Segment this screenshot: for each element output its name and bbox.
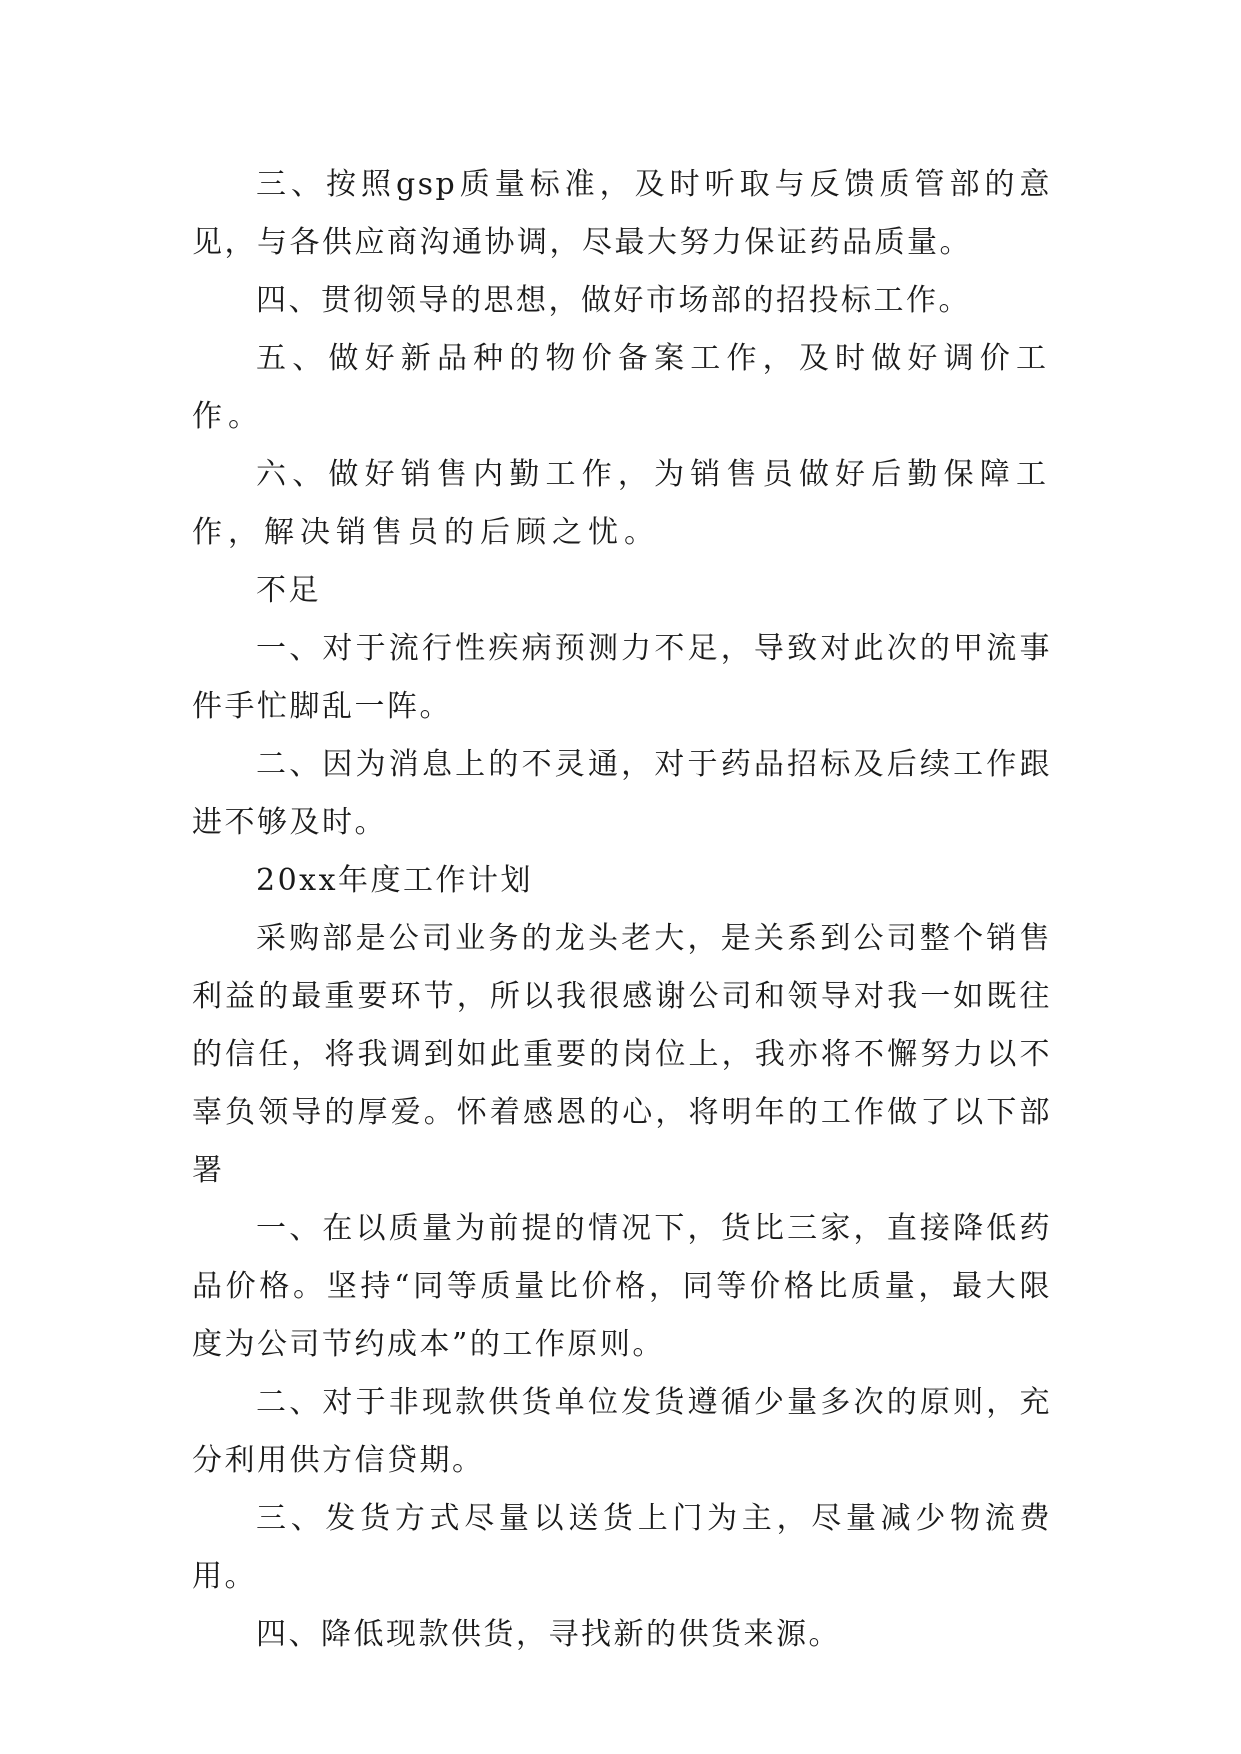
paragraph-purchasing-intro: 采购部是公司业务的龙头老大，是关系到公司整个销售利益的最重要环节，所以我很感谢公司和领导对我一如既往的信任，将我调到如此重要的岗位上，我亦将不懈努力以不辜负领导的厚爱。怀着感恩的心，将明年的工作做了以下部署 <box>192 921 1052 1188</box>
document-body <box>192 156 1052 1664</box>
paragraph-price-filing: 五、做好新品种的物价备案工作，及时做好调价工作。 <box>192 341 1052 434</box>
paragraph-plan-item-4: 四、降低现款供货，寻找新的供货来源。 <box>256 1617 841 1652</box>
paragraph-plan-item-2: 二、对于非现款供货单位发货遵循少量多次的原则，充分利用供方信贷期。 <box>192 1385 1052 1478</box>
paragraph-epidemic-forecast: 一、对于流行性疾病预测力不足，导致对此次的甲流事件手忙脚乱一阵。 <box>192 631 1052 724</box>
paragraph-bidding-work: 四、贯彻领导的思想，做好市场部的招投标工作。 <box>256 283 971 318</box>
section-heading-shortcomings: 不足 <box>256 573 321 608</box>
paragraph-plan-item-1: 一、在以质量为前提的情况下，货比三家，直接降低药品价格。坚持“同等质量比价格，同等价格比质量，最大限度为公司节约成本”的工作原则。 <box>192 1211 1052 1362</box>
section-heading-annual-plan: 20xx年度工作计划 <box>256 863 534 898</box>
paragraph-plan-item-3: 三、发货方式尽量以送货上门为主，尽量减少物流费用。 <box>192 1501 1052 1594</box>
paragraph-sales-support: 六、做好销售内勤工作，为销售员做好后勤保障工作，解决销售员的后顾之忧。 <box>192 457 1052 550</box>
paragraph-information-delay: 二、因为消息上的不灵通，对于药品招标及后续工作跟进不够及时。 <box>192 747 1052 840</box>
paragraph-quality-standard: 三、按照gsp质量标准，及时听取与反馈质管部的意见，与各供应商沟通协调，尽最大努力保证药品质量。 <box>192 167 1052 260</box>
